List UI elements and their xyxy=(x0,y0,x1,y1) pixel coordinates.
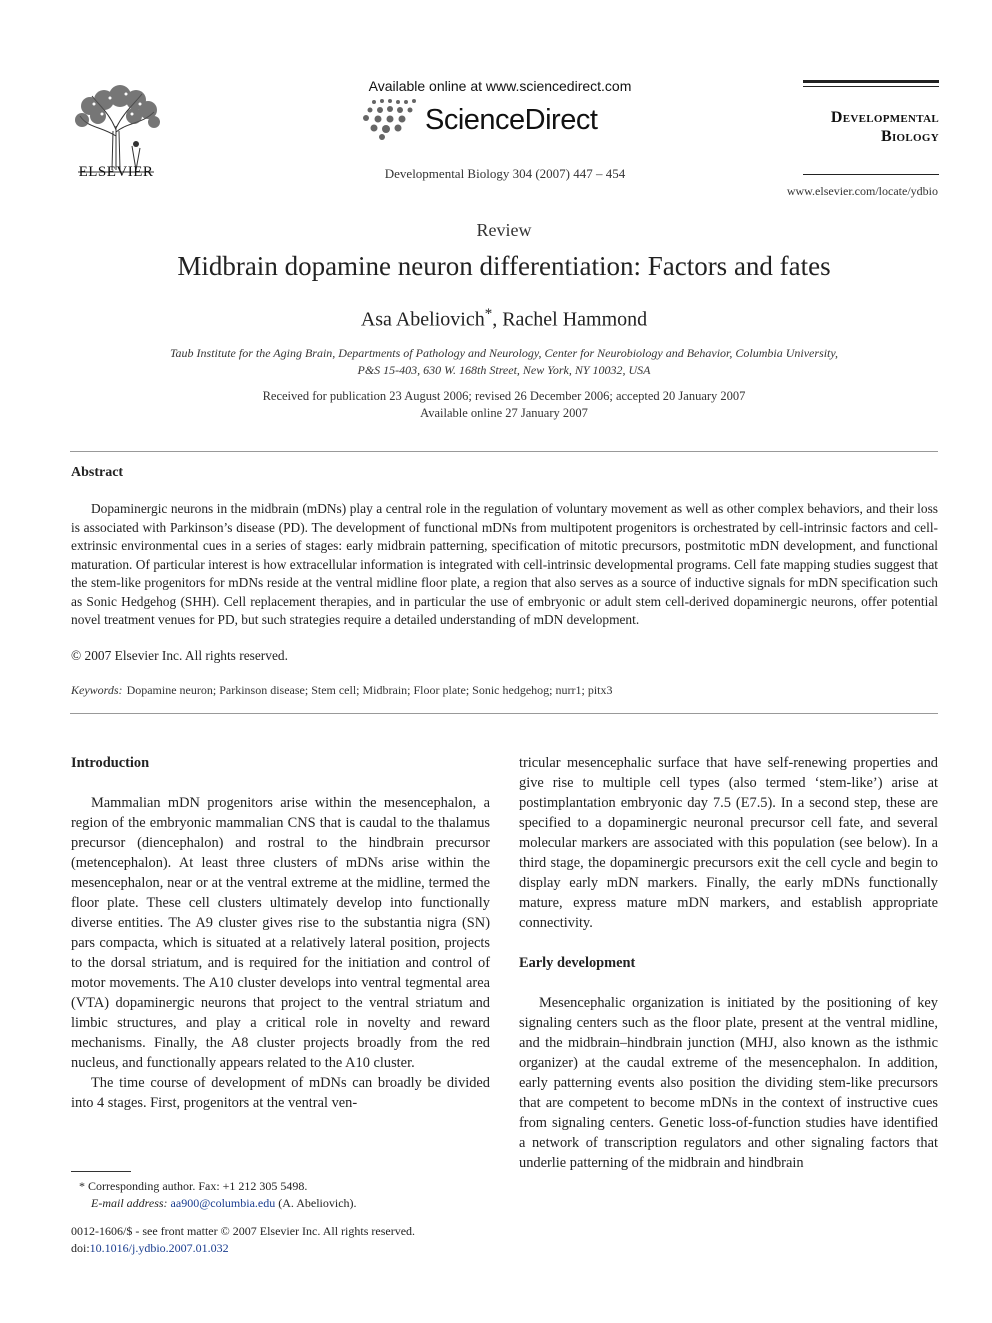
right-column xyxy=(519,753,938,1173)
issn-line: 0012-1606/$ - see front matter © 2007 Elsevier Inc. All rights reserved. xyxy=(71,1224,416,1238)
abstract-text xyxy=(71,500,938,630)
abstract-paragraph: Dopaminergic neurons in the midbrain (mDNs) play a central role in the regulation of voluntary movement as well as other complex behaviors, and their loss is associated with Parkinson’s disease (PD). The development of functional mDNs from multipotent progenitors is orchestrated by cell-intrinsic factors and cell-extrinsic environmental cues in a series of stages: early midbrain patterning, specification of mitotic precursors, postmitotic mDN development, and functional maturation. Of particular interest is how extracellular information is integrated with cell-intrinsic developmental programs. Cell fate mapping studies suggest that the stem-like progenitors for mDNs reside at the ventral midline floor plate, a region that also serves as a source of inductive signals for mDN specification such as Sonic Hedgehog (SHH). Cell replacement therapies, and in particular the use of embryonic or adult stem cell-derived dopaminergic neurons, offer potential novel treatment venues for PD, but such strategies require a detailed understanding of mDN development. xyxy=(71,501,938,627)
sciencedirect-dots-icon xyxy=(360,98,420,140)
keywords-label: Keywords: xyxy=(71,683,123,697)
journal-name-line: Developmental xyxy=(830,109,939,126)
doi-line xyxy=(71,1240,490,1257)
paragraph: tricular mesencephalic surface that have self-renewing properties and give rise to multiple cell types (also termed ‘stem-like’) arise at postimplantation embryonic day 7.5 (E7.5). In a second step, these are specified to a dopaminergic neuronal precursor cell fate, and several molecular markers are associated with this population (see below). In a third stage, the dopaminergic precursors exit the cell cycle and begin to display early mDN markers. Finally, the early mDNs functionally mature, express mature mDN markers, and establish appropriate connectivity. xyxy=(519,755,938,931)
section-heading-early-development: Early development xyxy=(519,955,636,971)
abstract-heading: Abstract xyxy=(71,465,124,480)
sciencedirect-logo-text: ScienceDirect xyxy=(425,104,598,136)
paragraph: Mammalian mDN progenitors arise within the mesencephalon, a region of the embryonic mammalian CNS that is caudal to the thalamus precursor (diencephalon) and rostral to the hindbrain precursor (metencephalon). At least three clusters of mDNs arise within the mesencephalon, near or at the ventral extreme at the midline, termed the floor plate. These cell clusters ultimately develop into functionally diverse entities. The A9 cluster gives rise to the substantia nigra (SN) pars compacta, which is situated at a relatively lateral position, projects to the dorsal striatum, and is required for the initiation and control of motor movements. The A10 cluster develops into ventral tegmental area (VTA) dopaminergic neurons that project to the ventral striatum and limbic structures, and play a critical role in novelty and reward mechanisms. Finally, the A8 cluster projects broadly from the red nucleus, and functionally appears related to the A10 cluster. xyxy=(71,795,490,1071)
journal-url[interactable]: www.elsevier.com/locate/ydbio xyxy=(786,184,938,198)
keywords-list: Dopamine neuron; Parkinson disease; Stem cell; Midbrain; Floor plate; Sonic hedgehog; nurr1; pitx3 xyxy=(126,683,613,697)
header-rule xyxy=(803,80,939,83)
journal-citation: Developmental Biology 304 (2007) 447 – 454 xyxy=(384,166,626,181)
doi-link[interactable]: 10.1016/j.ydbio.2007.01.032 xyxy=(89,1241,229,1255)
journal-name xyxy=(803,108,939,146)
doi-label: doi: xyxy=(71,1241,90,1255)
header-rule xyxy=(803,86,939,87)
paragraph: The time course of development of mDNs can broadly be divided into 4 stages. First, progenitors at the ventral ven- xyxy=(71,1075,490,1111)
issn-doi-block xyxy=(71,1223,490,1257)
footnote xyxy=(71,1178,490,1212)
publisher-name: ELSEVIER xyxy=(78,164,154,180)
article-title: Midbrain dopamine neuron differentiation: Factors and fates xyxy=(177,251,831,281)
publication-dates xyxy=(110,388,898,422)
corresponding-author-mark[interactable]: * xyxy=(484,306,493,322)
corresponding-author-note: * Corresponding author. Fax: +1 212 305 5498. xyxy=(79,1179,308,1193)
copyright-line: © 2007 Elsevier Inc. All rights reserved. xyxy=(71,648,288,663)
header-rule xyxy=(803,174,939,175)
email-line xyxy=(71,1195,490,1212)
section-heading-introduction: Introduction xyxy=(71,755,150,771)
left-column xyxy=(71,753,490,1113)
received-dates: Received for publication 23 August 2006; revised 26 December 2006; accepted 20 January 2007 xyxy=(262,389,746,403)
email-owner: (A. Abeliovich). xyxy=(278,1196,357,1210)
affiliation-line: P&S 15-403, 630 W. 168th Street, New York, NY 10032, USA xyxy=(357,363,651,377)
available-online-line[interactable]: Available online at www.sciencedirect.com xyxy=(368,78,632,94)
affiliation xyxy=(110,345,898,379)
divider xyxy=(70,713,938,714)
email-label: E-mail address: xyxy=(91,1196,168,1210)
journal-name-line: Biology xyxy=(880,128,939,145)
footnote-rule xyxy=(71,1171,131,1172)
affiliation-line: Taub Institute for the Aging Brain, Departments of Pathology and Neurology, Center for Neurobiology and Behavior, Columbia University, xyxy=(169,346,839,360)
paragraph: Mesencephalic organization is initiated by the positioning of key signaling centers such as the floor plate, present at the ventral midline, and the midbrain–hindbrain junction (MHJ, also known as the isthmic organizer) at the caudal extreme of the mesencephalon. In addition, early patterning events also position the dividing stem-like precursors that are competent to become mDNs in the context of instructive cues from signaling centers. Genetic loss-of-function studies have identified a network of transcription regulators and other signaling factors that underlie patterning of the midbrain and hindbrain xyxy=(519,995,938,1171)
available-date: Available online 27 January 2007 xyxy=(420,406,588,420)
email-link[interactable]: aa900@columbia.edu xyxy=(170,1196,276,1210)
divider xyxy=(70,451,938,452)
author-list xyxy=(0,306,992,332)
author-name: Asa Abeliovich xyxy=(360,308,485,331)
keywords xyxy=(71,683,938,698)
article-type: Review xyxy=(476,220,532,240)
author-name: , Rachel Hammond xyxy=(492,308,648,331)
